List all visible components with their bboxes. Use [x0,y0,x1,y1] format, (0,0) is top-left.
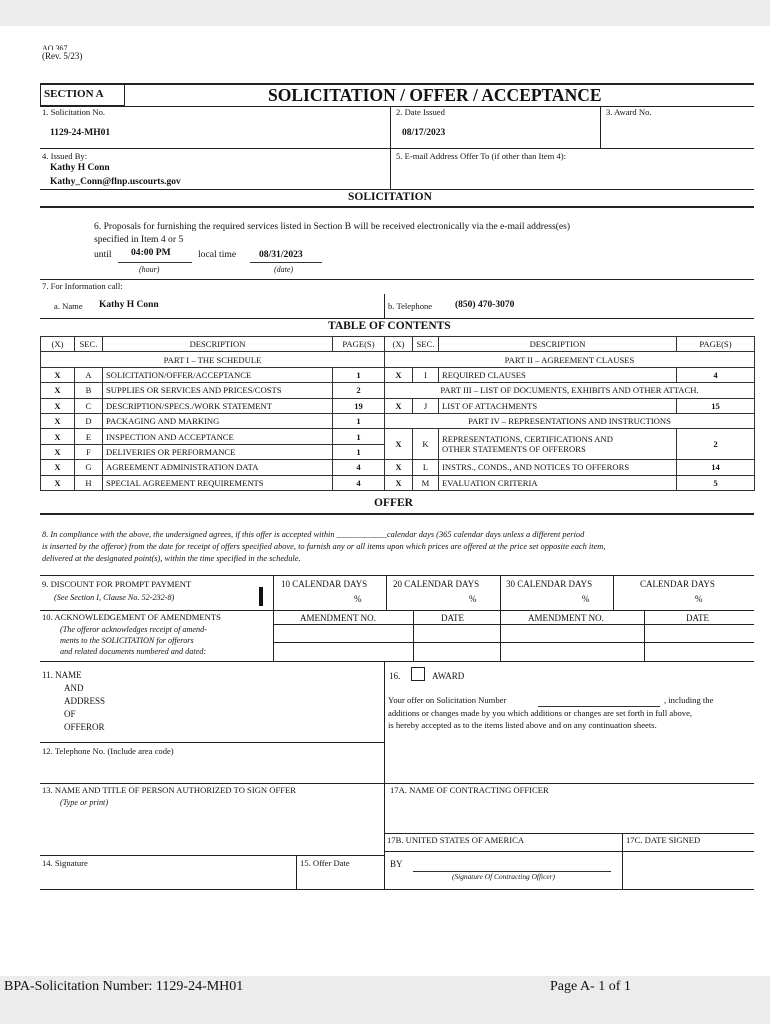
table-row: X M EVALUATION CRITERIA 5 [385,475,755,490]
until-label: until [94,249,112,260]
form-title: SOLICITATION / OFFER / ACCEPTANCE [268,85,602,105]
table-row: X J LIST OF ATTACHMENTS 15 [385,398,755,413]
discount-20-days: 20 CALENDAR DAYS [393,579,480,589]
discount-30-days: 30 CALENDAR DAYS [506,579,593,589]
footer-bar [0,976,770,1000]
form-number: AO 367 [42,44,68,50]
solicitation-heading: SOLICITATION [348,191,432,203]
table-row: X A SOLICITATION/OFFER/ACCEPTANCE 1 [41,367,385,382]
table-row: X L INSTRS., CONDS., AND NOTICES TO OFFERORS 14 [385,460,755,475]
form-page [0,26,770,976]
deadline-date: 08/31/2023 [259,249,303,260]
toc-header-row [385,337,755,352]
toc-part-row [41,352,385,367]
date-issued: 08/17/2023 [402,128,446,138]
award-text-3: is hereby accepted as to the items listed above and on any continuation sheets. [388,720,657,730]
award-text-1: Your offer on Solicitation Number [388,695,507,705]
table-row: X F DELIVERIES OR PERFORMANCE 1 [41,444,385,459]
amend-no-header-2: AMENDMENT NO. [528,613,604,623]
by-label: BY [390,859,403,869]
date-signed-label: 17C. DATE SIGNED [626,835,701,845]
table-row: X D PACKAGING AND MARKING 1 [41,413,385,428]
table-row: X H SPECIAL AGREEMENT REQUIREMENTS 4 [41,475,385,490]
amend-no-header-1: AMENDMENT NO. [300,613,376,623]
discount-cal-days: CALENDAR DAYS [640,579,715,589]
award-text-1b: , including the [664,695,714,705]
toc-header-row [41,337,385,352]
hour-label: (hour) [139,265,160,274]
local-time-label: local time [198,249,237,260]
toc-part-row [385,413,755,428]
toc-part-3: PART III – LIST OF DOCUMENTS, EXHIBITS AND OTHER ATTACH. [385,383,755,398]
toc-part-2: PART II – AGREEMENT CLAUSES [385,352,755,367]
authorized-label: 13. NAME AND TITLE OF PERSON AUTHORIZED TO SIGN OFFER [42,785,297,795]
discount-cal-pct: % [695,594,703,604]
solicitation-text-2: specified in Item 4 or 5 [94,234,184,245]
table-row: X G AGREEMENT ADMINISTRATION DATA 4 [41,460,385,475]
section-label: SECTION A [44,88,104,100]
usa-label: 17B. UNITED STATES OF AMERICA [387,835,525,845]
award-checkbox[interactable] [411,667,425,681]
form-revision: (Rev. 5/23) [42,51,83,61]
signature-label: 14. Signature [42,858,88,868]
toc-heading: TABLE OF CONTENTS [328,320,451,332]
offer-text-1: 8. In compliance with the above, the undersigned agrees, if this offer is accepted within ____________calendar days (365 calendar days unless a different period [42,530,585,539]
telephone-label: 12. Telephone No. (Include area code) [42,746,174,756]
info-phone-label: b. Telephone [388,301,433,311]
offeror-label: OFFEROR [64,722,105,732]
footer-page-number: Page A- 1 of 1 [550,979,631,994]
table-row: X B SUPPLIES OR SERVICES AND PRICES/COSTS 2 [41,383,385,398]
authorized-sub: (Type or print) [60,798,109,807]
info-phone: (850) 470-3070 [455,300,515,310]
contracting-signature-label: (Signature Of Contracting Officer) [452,872,555,881]
award-no-label: 3. Award No. [606,107,652,117]
toc-col-sec: SEC. [75,337,103,352]
offer-text-2: is inserted by the offeror) from the date for receipt of offers specified above, to furnish any or all items upon which prices are offered at the price set opposite each item, [42,542,606,551]
toc-col-desc: DESCRIPTION [103,337,333,352]
discount-10-days: 10 CALENDAR DAYS [281,579,368,589]
ack-sub-1: (The offeror acknowledges receipt of amend- [60,625,207,634]
discount-10-pct: % [354,594,362,604]
toc-part-1: PART I – THE SCHEDULE [41,352,385,367]
offer-heading: OFFER [374,497,413,509]
toc-part-row [385,352,755,367]
offeror-name-label: 11. NAME [42,670,82,680]
offeror-of-label: OF [64,709,76,719]
offer-date-label: 15. Offer Date [300,858,350,868]
discount-sub: (See Section I, Clause No. 52-232-8) [54,593,175,602]
cursor-bar [259,587,263,606]
toc-col-sec: SEC. [413,337,439,352]
amend-date-header-1: DATE [441,613,464,623]
toc-part-4: PART IV – REPRESENTATIONS AND INSTRUCTIONS [385,413,755,428]
offeror-and-label: AND [64,683,84,693]
toc-table-left [40,336,385,491]
amend-date-header-2: DATE [686,613,709,623]
toc-col-x: (X) [41,337,75,352]
toc-col-pages: PAGE(S) [677,337,755,352]
info-name-label: a. Name [54,301,83,311]
table-row: X I REQUIRED CLAUSES 4 [385,367,755,382]
table-row: X K REPRESENTATIONS, CERTIFICATIONS AND OTHER STATEMENTS OF OFFERORS 2 [385,429,755,460]
issued-by-name: Kathy H Conn [50,163,110,173]
award-text-2: additions or changes made by you which additions or changes are set forth in full above, [388,708,693,718]
offeror-address-label: ADDRESS [64,696,106,706]
ack-sub-3: and related documents numbered and dated: [60,647,207,656]
award-label: AWARD [432,671,465,681]
offer-text-3: delivered at the designated point(s), within the time specified in the schedule. [42,554,301,563]
info-name: Kathy H Conn [99,300,159,310]
award-number: 16. [389,671,401,681]
toc-table-right [384,336,755,491]
discount-20-pct: % [469,594,477,604]
toc-col-x: (X) [385,337,413,352]
ack-sub-2: ments to the SOLICITATION for offerors [60,636,194,645]
issued-by-label: 4. Issued By: [42,151,88,161]
ack-label: 10. ACKNOWLEDGEMENT OF AMENDMENTS [42,612,221,622]
discount-30-pct: % [582,594,590,604]
table-row: X C DESCRIPTION/SPECS./WORK STATEMENT 19 [41,398,385,413]
deadline-time: 04:00 PM [131,247,171,258]
email-label: 5. E-mail Address Offer To (if other than Item 4): [396,151,566,161]
date-issued-label: 2. Date Issued [396,107,445,117]
toc-col-desc: DESCRIPTION [439,337,677,352]
solicitation-no: 1129-24-MH01 [50,128,111,138]
issued-by-email: Kathy_Conn@flnp.uscourts.gov [50,177,181,187]
footer-solicitation: BPA-Solicitation Number: 1129-24-MH01 [4,979,244,994]
table-row: X E INSPECTION AND ACCEPTANCE 1 [41,429,385,444]
toc-col-pages: PAGE(S) [333,337,385,352]
contracting-officer-label: 17A. NAME OF CONTRACTING OFFICER [390,785,549,795]
toc-part-row [385,383,755,398]
date-label: (date) [274,265,294,274]
solicitation-no-label: 1. Solicitation No. [42,107,106,117]
info-call-label: 7. For Information call: [42,281,123,291]
solicitation-text-1: 6. Proposals for furnishing the required services listed in Section B will be received electronically via the e-mail address(es) [94,221,571,232]
discount-label: 9. DISCOUNT FOR PROMPT PAYMENT [42,579,192,589]
